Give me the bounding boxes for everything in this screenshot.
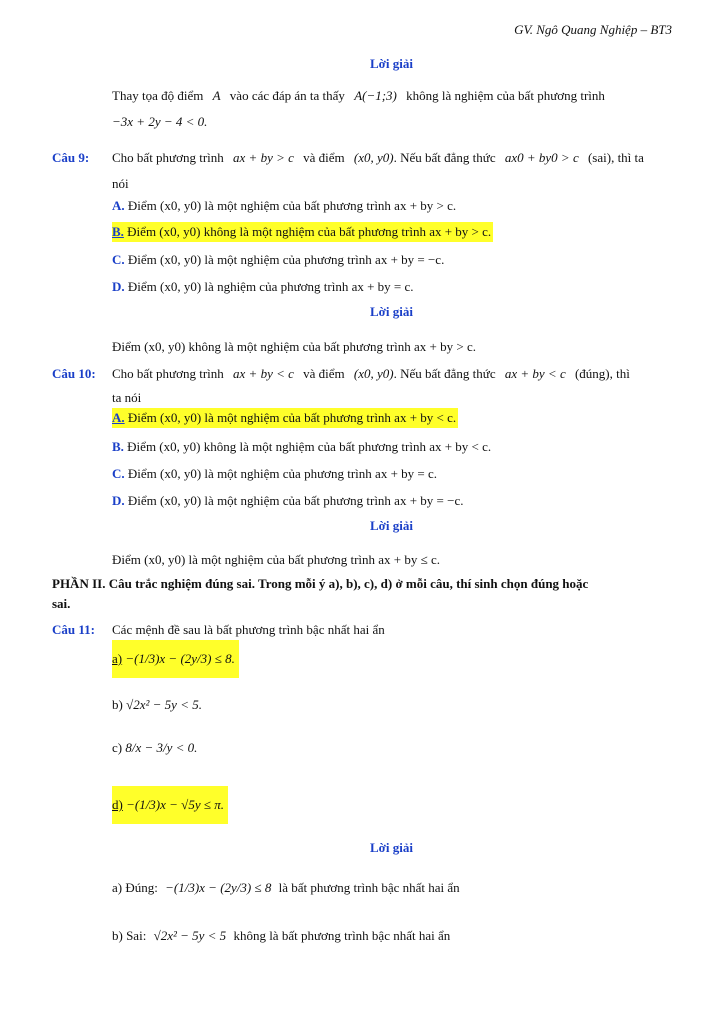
q11-item-b[interactable]	[112, 697, 202, 713]
q10-option-c-letter: C.	[112, 466, 125, 481]
q10-inequality-2: ax + by < c	[504, 366, 566, 381]
q11-item-d-correct[interactable]	[112, 786, 228, 824]
q10-option-a-letter: A.	[112, 410, 125, 425]
question-11-stem: Các mệnh đề sau là bất phương trình bậc nhất hai ẩn	[112, 622, 385, 637]
q9-option-c[interactable]	[112, 252, 444, 268]
q10-stem-part-2: và điểm	[303, 366, 345, 381]
q10-option-a-text: Điểm (x0, y0) là một nghiệm của bất phương trình ax + by < c.	[127, 410, 457, 425]
page-header: GV. Ngô Quang Nghiệp – BT3	[514, 22, 672, 37]
q11-solution-b-text: không là bất phương trình bậc nhất hai ẩn	[233, 928, 451, 943]
q10-stem-part-1: Cho bất phương trình	[112, 366, 224, 381]
q9-stem-part-4: (sai), thì ta	[587, 150, 644, 165]
q11-solution-b-expr: √2x² − 5y < 5	[153, 928, 227, 943]
q10-option-d-letter: D.	[112, 493, 125, 508]
q9-stem-part-3: . Nếu bất đẳng thức	[393, 150, 496, 165]
q11-solution-a-text: là bất phương trình bậc nhất hai ẩn	[278, 880, 460, 895]
question-10-stem	[112, 366, 630, 382]
q10-option-b[interactable]	[112, 439, 491, 455]
solution-title: Lời giải	[370, 56, 413, 71]
point-name: A	[212, 88, 221, 103]
q9-option-b-correct[interactable]	[112, 222, 493, 242]
question-9-stem	[112, 150, 644, 166]
q11-item-c-expr: 8/x − 3/y < 0.	[125, 740, 198, 755]
q11-item-a-letter: a)	[112, 651, 123, 666]
q11-item-d-letter: d)	[112, 797, 123, 812]
q10-option-d-text: Điểm (x0, y0) là một nghiệm của bất phương trình ax + by = −c.	[127, 493, 464, 508]
question-9-stem-cont: nói	[112, 176, 129, 191]
solution-title-q9: Lời giải	[370, 304, 413, 319]
point-coords: A(−1;3)	[354, 88, 397, 103]
q11-item-a-expr: −(1/3)x − (2y/3) ≤ 8.	[125, 651, 235, 666]
q11-solution-b-verdict: b) Sai:	[112, 928, 147, 943]
q11-item-c[interactable]	[112, 740, 197, 756]
question-11-label: Câu 11:	[52, 622, 95, 637]
q10-option-c[interactable]	[112, 466, 437, 482]
q11-solution-a-verdict: a) Đúng:	[112, 880, 158, 895]
solution-text-mid: vào các đáp án ta thấy	[229, 88, 345, 103]
q9-option-d-text: Điểm (x0, y0) là nghiệm của phương trình ax + by = c.	[127, 279, 414, 294]
q11-item-b-expr: √2x² − 5y < 5.	[126, 697, 202, 712]
q9-stem-part-2: và điểm	[303, 150, 345, 165]
q10-option-a-correct[interactable]	[112, 408, 458, 428]
q11-item-d-expr: −(1/3)x − √5y ≤ π.	[126, 797, 224, 812]
part-2-heading: PHẦN II. Câu trắc nghiệm đúng sai. Trong mỗi ý a), b), c), d) ở mỗi câu, thí sinh chọn đúng hoặc	[52, 576, 589, 591]
q9-option-b-text: Điểm (x0, y0) không là một nghiệm của bất phương trình ax + by > c.	[127, 224, 492, 239]
q9-option-a-letter: A.	[112, 198, 125, 213]
solution-text-line-2: −3x + 2y − 4 < 0.	[112, 114, 208, 129]
q9-option-b-letter: B.	[112, 224, 124, 239]
q9-option-a-text: Điểm (x0, y0) là một nghiệm của bất phương trình ax + by > c.	[127, 198, 457, 213]
q9-point: (x0, y0)	[353, 150, 394, 165]
q11-item-c-letter: c)	[112, 740, 123, 755]
q10-solution-text: Điểm (x0, y0) là một nghiệm của bất phương trình ax + by ≤ c.	[112, 552, 441, 567]
q10-option-d[interactable]	[112, 493, 463, 509]
solution-text-line-1	[112, 88, 605, 104]
part-2-heading-cont: sai.	[52, 596, 71, 611]
q11-solution-b	[112, 928, 450, 944]
question-10-label: Câu 10:	[52, 366, 96, 381]
question-10-stem-cont: ta nói	[112, 390, 142, 405]
q11-solution-a-expr: −(1/3)x − (2y/3) ≤ 8	[165, 880, 272, 895]
question-9-label: Câu 9:	[52, 150, 90, 165]
q9-inequality-2: ax0 + by0 > c	[504, 150, 579, 165]
q10-option-c-text: Điểm (x0, y0) là một nghiệm của phương trình ax + by = c.	[127, 466, 437, 481]
solution-text-prefix: Thay tọa độ điểm	[112, 88, 204, 103]
q10-inequality: ax + by < c	[233, 366, 294, 381]
q9-stem-part-1: Cho bất phương trình	[112, 150, 224, 165]
solution-title-q11: Lời giải	[370, 840, 413, 855]
q10-stem-part-4: (đúng), thì	[574, 366, 630, 381]
q9-option-d-letter: D.	[112, 279, 125, 294]
solution-text-suffix: không là nghiệm của bất phương trình	[406, 88, 605, 103]
q9-option-c-letter: C.	[112, 252, 125, 267]
solution-title-q10: Lời giải	[370, 518, 413, 533]
q11-item-a-correct[interactable]	[112, 640, 239, 678]
q10-stem-part-3: . Nếu bất đẳng thức	[393, 366, 496, 381]
q10-option-b-letter: B.	[112, 439, 124, 454]
q11-solution-a	[112, 880, 460, 896]
q9-option-a[interactable]	[112, 198, 456, 214]
q10-point: (x0, y0)	[353, 366, 394, 381]
q9-solution-text: Điểm (x0, y0) không là một nghiệm của bất phương trình ax + by > c.	[112, 339, 476, 354]
q9-option-c-text: Điểm (x0, y0) là một nghiệm của phương trình ax + by = −c.	[127, 252, 445, 267]
q9-inequality: ax + by > c	[233, 150, 294, 165]
q11-item-b-letter: b)	[112, 697, 123, 712]
q10-option-b-text: Điểm (x0, y0) không là một nghiệm của bất phương trình ax + by < c.	[127, 439, 492, 454]
q9-option-d[interactable]	[112, 279, 414, 295]
